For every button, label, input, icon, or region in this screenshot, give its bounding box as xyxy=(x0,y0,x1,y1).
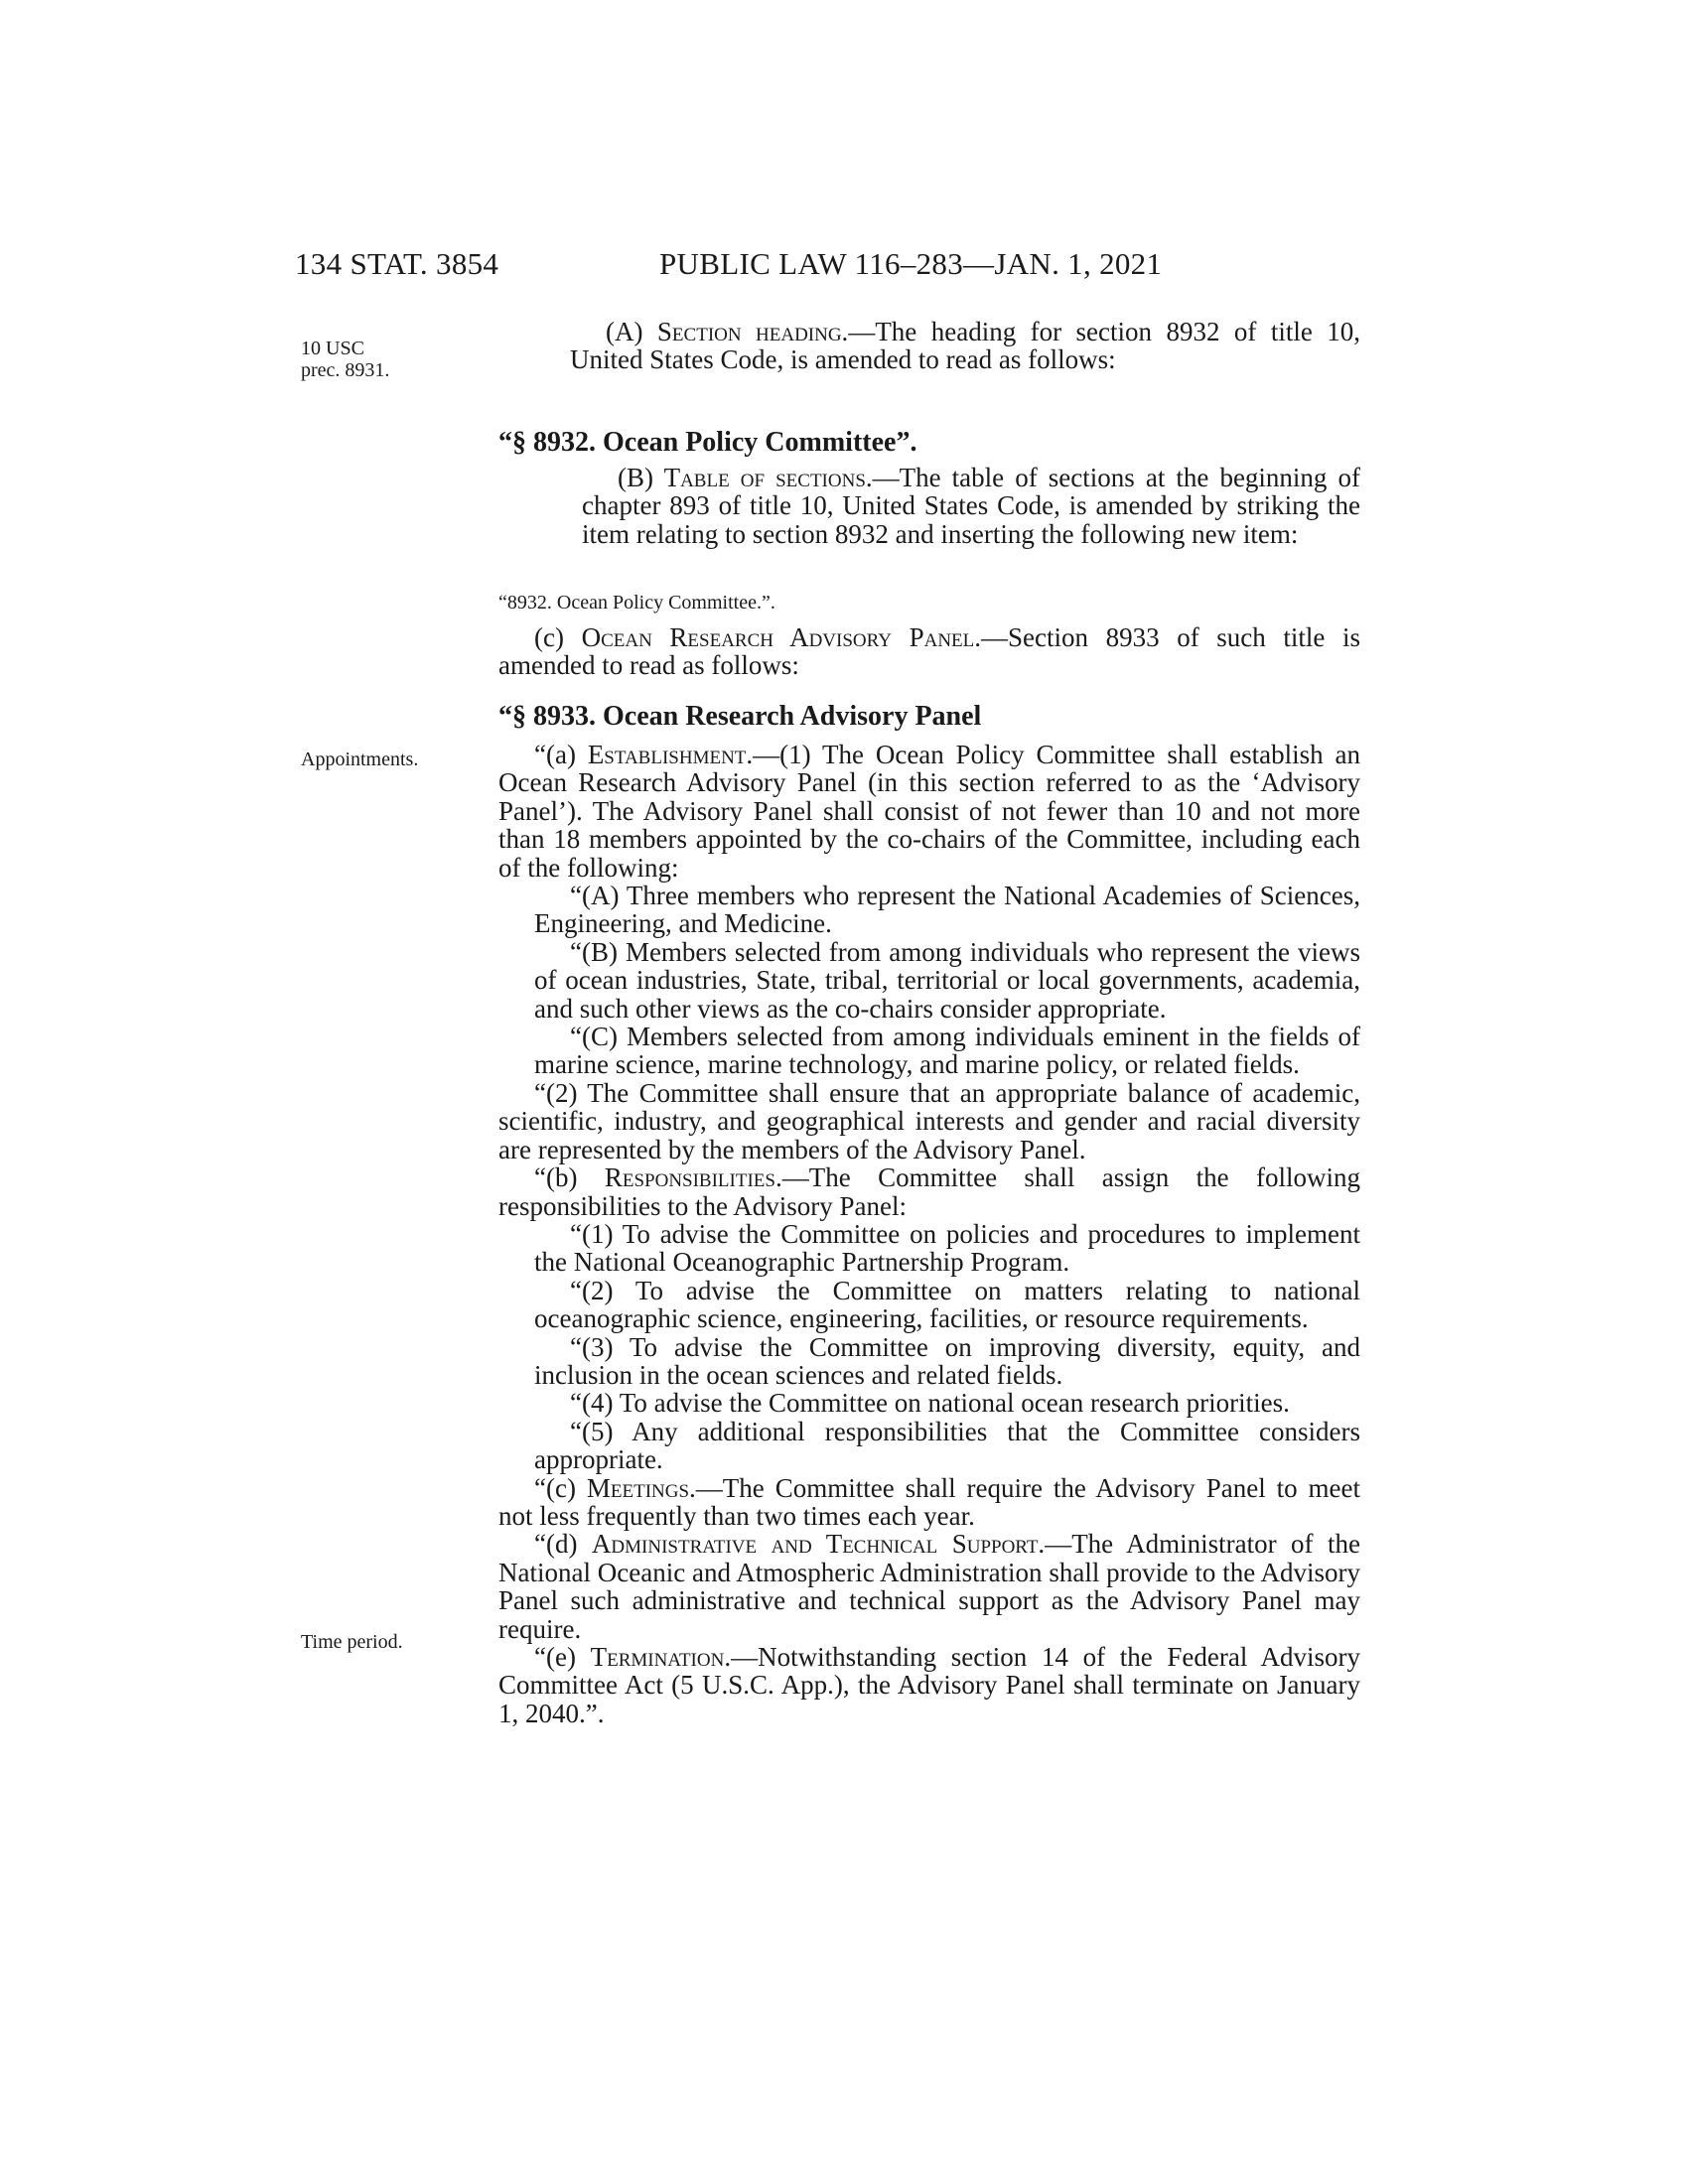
heading-section-8932: “§ 8932. Ocean Policy Committee”. xyxy=(498,427,917,458)
responsibility-item-5: “(5) Any additional responsibilities that the Committee considers appropriate. xyxy=(534,1416,1360,1475)
paragraph-table-of-sections: (B) Table of sections.—The table of sections at the beginning of chapter 893 of title 10, United States Code, is amended by striking the item relating to section 8932 and inserting the following new item: xyxy=(582,463,1360,549)
meetings-paragraph: “(c) Meetings.—The Committee shall require the Advisory Panel to meet not less frequently than two times each year. xyxy=(498,1472,1361,1531)
section-8933-body xyxy=(498,741,1360,1727)
table-item-8932: “8932. Ocean Policy Committee.”. xyxy=(498,592,775,614)
responsibility-item-2: “(2) To advise the Committee on matters relating to national oceanographic science, engineering, facilities, or resource requirements. xyxy=(534,1275,1360,1334)
paragraph-advisory-panel-amendment: (c) Ocean Research Advisory Panel.—Section 8933 of such title is amended to read as follows: xyxy=(498,622,1360,681)
responsibilities-paragraph: “(b) Responsibilities.—The Committee shall assign the following responsibilities to the Advisory Panel: xyxy=(498,1162,1361,1221)
administrative-support-paragraph: “(d) Administrative and Technical Support.—The Administrator of the National Oceanic and Atmospheric Administration shall provide to the Advisory Panel such administrative and technical support as the Advisory Panel may require. xyxy=(498,1529,1360,1644)
margin-note-appointments: Appointments. xyxy=(301,749,419,770)
establishment-item-b: “(B) Members selected from among individuals who represent the views of ocean industries, State, tribal, territorial or local governments, academia, and such other views as the co-chairs consider appropriate. xyxy=(534,936,1360,1024)
page-title: PUBLIC LAW 116–283—JAN. 1, 2021 xyxy=(659,246,1163,281)
responsibility-item-3: “(3) To advise the Committee on improving diversity, equity, and inclusion in the ocean sciences and related fields. xyxy=(534,1331,1360,1390)
establishment-paragraph-2: “(2) The Committee shall ensure that an appropriate balance of academic, scientific, industry, and geographical interests and gender and racial diversity are represented by the members of the Advisory Panel. xyxy=(498,1077,1360,1164)
termination-paragraph: “(e) Termination.—Notwithstanding section 14 of the Federal Advisory Committee Act (5 U.S.C. App.), the Advisory Panel shall terminate on January 1, 2040.”. xyxy=(498,1642,1361,1728)
establishment-paragraph: “(a) Establishment.—(1) The Ocean Policy Committee shall establish an Ocean Research Advisory Panel (in this section referred to as the ‘Advisory Panel’). The Advisory Panel shall consist of not fewer than 10 and not more than 18 members appointed by the co-chairs of the Committee, including each of the following: xyxy=(498,740,1361,883)
page-reference: 134 STAT. 3854 xyxy=(295,246,499,281)
heading-section-8933: “§ 8933. Ocean Research Advisory Panel xyxy=(498,701,982,732)
margin-note-time-period: Time period. xyxy=(301,1631,403,1653)
responsibility-item-4: “(4) To advise the Committee on national ocean research priorities. xyxy=(570,1388,1290,1419)
establishment-item-c: “(C) Members selected from among individuals eminent in the fields of marine science, marine technology, and marine policy, or related fields. xyxy=(534,1022,1360,1080)
margin-note-usc: 10 USC prec. 8931. xyxy=(301,338,390,381)
establishment-item-a: “(A) Three members who represent the National Academies of Sciences, Engineering, and Medicine. xyxy=(534,881,1360,939)
paragraph-section-heading: (A) Section heading.—The heading for section 8932 of title 10, United States Code, is amended to read as follows: xyxy=(570,317,1360,375)
responsibility-item-1: “(1) To advise the Committee on policies and procedures to implement the National Oceanographic Partnership Program. xyxy=(534,1218,1360,1278)
